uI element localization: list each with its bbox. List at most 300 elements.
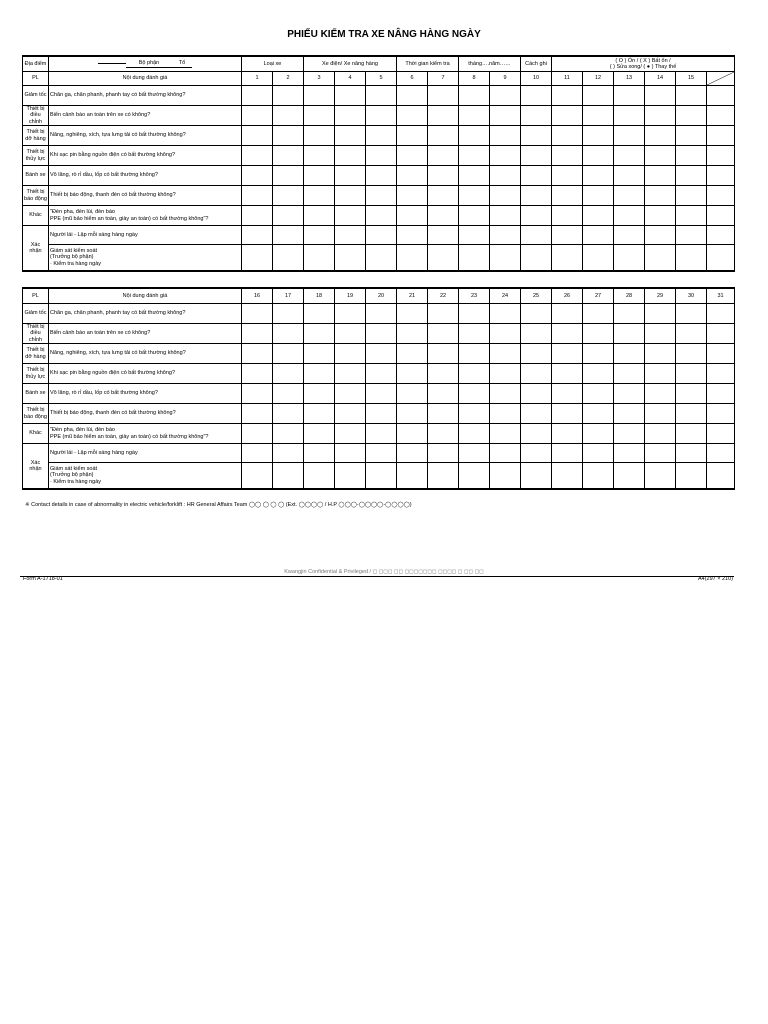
check-cell[interactable] xyxy=(428,226,459,245)
check-cell[interactable] xyxy=(583,166,614,186)
check-cell[interactable] xyxy=(614,463,645,490)
check-cell[interactable] xyxy=(335,186,366,206)
check-cell[interactable] xyxy=(552,126,583,146)
check-cell[interactable] xyxy=(242,344,273,364)
check-cell[interactable] xyxy=(366,106,397,126)
check-cell[interactable] xyxy=(583,226,614,245)
department-field[interactable] xyxy=(49,56,242,72)
check-cell[interactable] xyxy=(366,146,397,166)
check-cell[interactable] xyxy=(366,384,397,404)
check-cell[interactable] xyxy=(490,86,521,106)
check-cell[interactable] xyxy=(273,186,304,206)
check-cell[interactable] xyxy=(304,364,335,384)
check-cell[interactable] xyxy=(707,226,735,245)
check-cell[interactable] xyxy=(335,166,366,186)
check-cell[interactable] xyxy=(242,166,273,186)
check-cell[interactable] xyxy=(645,226,676,245)
check-cell[interactable] xyxy=(707,206,735,226)
check-cell[interactable] xyxy=(583,404,614,424)
check-cell[interactable] xyxy=(521,126,552,146)
check-cell[interactable] xyxy=(583,424,614,444)
check-cell[interactable] xyxy=(335,384,366,404)
check-cell[interactable] xyxy=(645,146,676,166)
check-cell[interactable] xyxy=(459,324,490,344)
check-cell[interactable] xyxy=(614,86,645,106)
check-cell[interactable] xyxy=(366,245,397,272)
check-cell[interactable] xyxy=(707,324,735,344)
check-cell[interactable] xyxy=(459,126,490,146)
check-cell[interactable] xyxy=(552,324,583,344)
check-cell[interactable] xyxy=(366,324,397,344)
check-cell[interactable] xyxy=(552,424,583,444)
check-cell[interactable] xyxy=(645,324,676,344)
check-cell[interactable] xyxy=(707,344,735,364)
check-cell[interactable] xyxy=(304,106,335,126)
check-cell[interactable] xyxy=(676,126,707,146)
check-cell[interactable] xyxy=(707,384,735,404)
check-cell[interactable] xyxy=(273,384,304,404)
check-cell[interactable] xyxy=(707,186,735,206)
check-cell[interactable] xyxy=(707,86,735,106)
check-cell[interactable] xyxy=(397,206,428,226)
check-cell[interactable] xyxy=(304,126,335,146)
check-cell[interactable] xyxy=(335,463,366,490)
check-cell[interactable] xyxy=(304,245,335,272)
check-cell[interactable] xyxy=(273,324,304,344)
check-cell[interactable] xyxy=(242,384,273,404)
check-cell[interactable] xyxy=(273,344,304,364)
check-cell[interactable] xyxy=(583,186,614,206)
check-cell[interactable] xyxy=(459,206,490,226)
check-cell[interactable] xyxy=(490,404,521,424)
check-cell[interactable] xyxy=(676,146,707,166)
check-cell[interactable] xyxy=(707,444,735,463)
check-cell[interactable] xyxy=(242,226,273,245)
check-cell[interactable] xyxy=(304,404,335,424)
check-cell[interactable] xyxy=(614,186,645,206)
check-cell[interactable] xyxy=(707,106,735,126)
check-cell[interactable] xyxy=(583,324,614,344)
table-row xyxy=(23,364,735,384)
check-cell[interactable] xyxy=(335,206,366,226)
check-cell[interactable] xyxy=(645,245,676,272)
check-cell[interactable] xyxy=(335,245,366,272)
check-cell[interactable] xyxy=(304,384,335,404)
check-cell[interactable] xyxy=(490,364,521,384)
check-cell[interactable] xyxy=(614,226,645,245)
check-cell[interactable] xyxy=(304,424,335,444)
check-cell[interactable] xyxy=(583,146,614,166)
check-cell[interactable] xyxy=(676,344,707,364)
check-cell[interactable] xyxy=(614,364,645,384)
check-cell[interactable] xyxy=(676,364,707,384)
check-cell[interactable] xyxy=(707,404,735,424)
check-cell[interactable] xyxy=(273,364,304,384)
check-cell[interactable] xyxy=(521,186,552,206)
check-cell[interactable] xyxy=(242,364,273,384)
check-cell[interactable] xyxy=(552,186,583,206)
check-cell[interactable] xyxy=(242,206,273,226)
check-cell[interactable] xyxy=(676,324,707,344)
check-cell[interactable] xyxy=(397,424,428,444)
check-cell[interactable] xyxy=(707,304,735,324)
check-cell[interactable] xyxy=(304,344,335,364)
check-cell[interactable] xyxy=(583,106,614,126)
check-cell[interactable] xyxy=(397,344,428,364)
check-cell[interactable] xyxy=(676,444,707,463)
check-cell[interactable] xyxy=(521,86,552,106)
check-cell[interactable] xyxy=(676,166,707,186)
check-cell[interactable] xyxy=(428,384,459,404)
check-cell[interactable] xyxy=(676,304,707,324)
check-cell[interactable] xyxy=(335,226,366,245)
check-cell[interactable] xyxy=(552,206,583,226)
check-cell[interactable] xyxy=(397,186,428,206)
check-cell[interactable] xyxy=(676,186,707,206)
diagonal-blank-cell xyxy=(707,72,735,86)
check-cell[interactable] xyxy=(614,146,645,166)
check-cell[interactable] xyxy=(428,444,459,463)
check-cell[interactable] xyxy=(366,86,397,106)
check-cell[interactable] xyxy=(614,444,645,463)
check-cell[interactable] xyxy=(242,444,273,463)
check-cell[interactable] xyxy=(304,206,335,226)
check-cell[interactable] xyxy=(490,324,521,344)
check-cell[interactable] xyxy=(552,304,583,324)
check-cell[interactable] xyxy=(273,404,304,424)
check-cell[interactable] xyxy=(614,245,645,272)
check-cell[interactable] xyxy=(335,86,366,106)
check-cell[interactable] xyxy=(366,304,397,324)
check-cell[interactable] xyxy=(614,324,645,344)
check-cell[interactable] xyxy=(273,424,304,444)
table-row xyxy=(23,304,735,324)
check-cell[interactable] xyxy=(304,146,335,166)
check-cell[interactable] xyxy=(583,304,614,324)
check-cell[interactable] xyxy=(242,126,273,146)
check-cell[interactable] xyxy=(583,344,614,364)
check-cell[interactable] xyxy=(676,106,707,126)
check-cell[interactable] xyxy=(614,166,645,186)
check-cell[interactable] xyxy=(304,186,335,206)
check-cell[interactable] xyxy=(552,146,583,166)
check-cell[interactable] xyxy=(459,463,490,490)
check-cell[interactable] xyxy=(490,226,521,245)
date-field[interactable]: tháng….năm…… xyxy=(459,56,521,72)
check-cell[interactable] xyxy=(552,384,583,404)
check-cell[interactable] xyxy=(552,226,583,245)
check-cell[interactable] xyxy=(366,186,397,206)
check-cell[interactable] xyxy=(366,424,397,444)
check-cell[interactable] xyxy=(397,384,428,404)
check-cell[interactable] xyxy=(397,324,428,344)
check-cell[interactable] xyxy=(459,106,490,126)
check-cell[interactable] xyxy=(521,424,552,444)
check-cell[interactable] xyxy=(335,344,366,364)
check-cell[interactable] xyxy=(459,384,490,404)
check-cell[interactable] xyxy=(521,364,552,384)
check-cell[interactable] xyxy=(614,206,645,226)
check-cell[interactable] xyxy=(490,424,521,444)
check-cell[interactable] xyxy=(490,126,521,146)
check-cell[interactable] xyxy=(676,404,707,424)
check-cell[interactable] xyxy=(242,304,273,324)
check-cell[interactable] xyxy=(645,186,676,206)
check-cell[interactable] xyxy=(521,206,552,226)
check-cell[interactable] xyxy=(335,444,366,463)
check-cell[interactable] xyxy=(397,166,428,186)
check-cell[interactable] xyxy=(645,463,676,490)
check-cell[interactable] xyxy=(676,463,707,490)
check-cell[interactable] xyxy=(552,364,583,384)
check-cell[interactable] xyxy=(645,444,676,463)
check-cell[interactable] xyxy=(521,146,552,166)
check-cell[interactable] xyxy=(676,245,707,272)
check-cell[interactable] xyxy=(521,444,552,463)
check-cell[interactable] xyxy=(645,106,676,126)
check-cell[interactable] xyxy=(645,344,676,364)
check-cell[interactable] xyxy=(490,106,521,126)
check-cell[interactable] xyxy=(428,186,459,206)
check-cell[interactable] xyxy=(428,463,459,490)
check-cell[interactable] xyxy=(552,86,583,106)
check-cell[interactable] xyxy=(645,404,676,424)
check-cell[interactable] xyxy=(459,186,490,206)
check-cell[interactable] xyxy=(304,226,335,245)
check-cell[interactable] xyxy=(707,126,735,146)
check-cell[interactable] xyxy=(366,226,397,245)
check-cell[interactable] xyxy=(521,245,552,272)
check-cell[interactable] xyxy=(304,86,335,106)
check-cell[interactable] xyxy=(490,384,521,404)
check-cell[interactable] xyxy=(366,126,397,146)
check-cell[interactable] xyxy=(583,463,614,490)
check-cell[interactable] xyxy=(242,86,273,106)
check-cell[interactable] xyxy=(428,126,459,146)
check-cell[interactable] xyxy=(366,444,397,463)
check-cell[interactable] xyxy=(273,126,304,146)
check-cell[interactable] xyxy=(242,324,273,344)
check-cell[interactable] xyxy=(676,424,707,444)
check-cell[interactable] xyxy=(459,424,490,444)
check-cell[interactable] xyxy=(304,166,335,186)
check-cell[interactable] xyxy=(645,364,676,384)
check-cell[interactable] xyxy=(552,166,583,186)
check-cell[interactable] xyxy=(707,146,735,166)
check-cell[interactable] xyxy=(428,344,459,364)
check-cell[interactable] xyxy=(335,364,366,384)
check-cell[interactable] xyxy=(614,304,645,324)
check-cell[interactable] xyxy=(521,324,552,344)
check-cell[interactable] xyxy=(366,404,397,424)
check-cell[interactable] xyxy=(335,324,366,344)
check-cell[interactable] xyxy=(273,245,304,272)
check-cell[interactable] xyxy=(707,245,735,272)
check-cell[interactable] xyxy=(428,106,459,126)
check-cell[interactable] xyxy=(304,463,335,490)
check-cell[interactable] xyxy=(397,444,428,463)
check-cell[interactable] xyxy=(583,86,614,106)
check-cell[interactable] xyxy=(273,146,304,166)
check-cell[interactable] xyxy=(583,444,614,463)
check-cell[interactable] xyxy=(428,206,459,226)
check-cell[interactable] xyxy=(645,166,676,186)
check-cell[interactable] xyxy=(459,304,490,324)
check-cell[interactable] xyxy=(583,126,614,146)
check-cell[interactable] xyxy=(397,245,428,272)
check-cell[interactable] xyxy=(583,245,614,272)
check-cell[interactable] xyxy=(273,206,304,226)
check-cell[interactable] xyxy=(645,126,676,146)
check-cell[interactable] xyxy=(304,444,335,463)
check-cell[interactable] xyxy=(428,304,459,324)
check-cell[interactable] xyxy=(273,463,304,490)
check-cell[interactable] xyxy=(335,404,366,424)
check-cell[interactable] xyxy=(428,324,459,344)
col-pl: PL xyxy=(23,72,49,86)
check-cell[interactable] xyxy=(304,304,335,324)
check-cell[interactable] xyxy=(490,304,521,324)
check-cell[interactable] xyxy=(428,364,459,384)
check-cell[interactable] xyxy=(273,444,304,463)
check-cell[interactable] xyxy=(521,344,552,364)
check-cell[interactable] xyxy=(552,404,583,424)
check-cell[interactable] xyxy=(707,364,735,384)
check-cell[interactable] xyxy=(490,186,521,206)
check-cell[interactable] xyxy=(428,404,459,424)
check-cell[interactable] xyxy=(645,304,676,324)
check-cell[interactable] xyxy=(273,86,304,106)
check-cell[interactable] xyxy=(614,424,645,444)
check-cell[interactable] xyxy=(335,146,366,166)
check-cell[interactable] xyxy=(242,146,273,166)
check-cell[interactable] xyxy=(676,86,707,106)
check-cell[interactable] xyxy=(428,245,459,272)
check-cell[interactable] xyxy=(304,324,335,344)
check-cell[interactable] xyxy=(242,463,273,490)
check-cell[interactable] xyxy=(676,384,707,404)
table-row xyxy=(23,166,735,186)
check-cell[interactable] xyxy=(366,344,397,364)
check-cell[interactable] xyxy=(397,226,428,245)
check-cell[interactable] xyxy=(459,444,490,463)
check-cell[interactable] xyxy=(490,344,521,364)
check-cell[interactable] xyxy=(459,404,490,424)
check-cell[interactable] xyxy=(521,304,552,324)
check-cell[interactable] xyxy=(242,106,273,126)
check-cell[interactable] xyxy=(242,404,273,424)
check-cell[interactable] xyxy=(614,384,645,404)
check-cell[interactable] xyxy=(490,146,521,166)
check-cell[interactable] xyxy=(397,304,428,324)
check-cell[interactable] xyxy=(614,126,645,146)
inspection-item-line: PPE (mũ bảo hiểm an toàn, giày an toàn) có bất thường không"? xyxy=(50,215,209,222)
check-cell[interactable] xyxy=(521,226,552,245)
check-cell[interactable] xyxy=(614,344,645,364)
check-cell[interactable] xyxy=(397,146,428,166)
check-cell[interactable] xyxy=(552,463,583,490)
check-cell[interactable] xyxy=(397,106,428,126)
check-cell[interactable] xyxy=(521,404,552,424)
check-cell[interactable] xyxy=(707,424,735,444)
check-cell[interactable] xyxy=(397,86,428,106)
check-cell[interactable] xyxy=(645,206,676,226)
check-cell[interactable] xyxy=(335,126,366,146)
check-cell[interactable] xyxy=(521,384,552,404)
check-cell[interactable] xyxy=(459,245,490,272)
check-cell[interactable] xyxy=(397,126,428,146)
check-cell[interactable] xyxy=(459,166,490,186)
check-cell[interactable] xyxy=(397,404,428,424)
check-cell[interactable] xyxy=(273,304,304,324)
check-cell[interactable] xyxy=(521,106,552,126)
check-cell[interactable] xyxy=(242,245,273,272)
check-cell[interactable] xyxy=(521,463,552,490)
check-cell[interactable] xyxy=(428,166,459,186)
check-cell[interactable] xyxy=(428,86,459,106)
supervisor-sign-label xyxy=(49,245,242,272)
check-cell[interactable] xyxy=(366,364,397,384)
check-cell[interactable] xyxy=(273,166,304,186)
check-cell[interactable] xyxy=(366,463,397,490)
check-cell[interactable] xyxy=(459,86,490,106)
check-cell[interactable] xyxy=(552,245,583,272)
check-cell[interactable] xyxy=(335,106,366,126)
check-cell[interactable] xyxy=(490,444,521,463)
check-cell[interactable] xyxy=(490,245,521,272)
check-cell[interactable] xyxy=(428,146,459,166)
check-cell[interactable] xyxy=(676,206,707,226)
day-header: 10 xyxy=(521,72,552,86)
check-cell[interactable] xyxy=(521,166,552,186)
check-cell[interactable] xyxy=(583,364,614,384)
check-cell[interactable] xyxy=(552,344,583,364)
check-cell[interactable] xyxy=(645,384,676,404)
check-cell[interactable] xyxy=(459,364,490,384)
check-cell[interactable] xyxy=(490,166,521,186)
check-cell[interactable] xyxy=(583,206,614,226)
check-cell[interactable] xyxy=(707,166,735,186)
check-cell[interactable] xyxy=(614,404,645,424)
check-cell[interactable] xyxy=(335,424,366,444)
supervisor-line: (Trưởng bộ phận) xyxy=(50,472,94,479)
check-cell[interactable] xyxy=(366,206,397,226)
check-cell[interactable] xyxy=(490,206,521,226)
check-cell[interactable] xyxy=(459,344,490,364)
check-cell[interactable] xyxy=(397,463,428,490)
check-cell[interactable] xyxy=(645,86,676,106)
check-cell[interactable] xyxy=(645,424,676,444)
check-cell[interactable] xyxy=(273,106,304,126)
check-cell[interactable] xyxy=(614,106,645,126)
check-cell[interactable] xyxy=(397,364,428,384)
check-cell[interactable] xyxy=(707,463,735,490)
check-cell[interactable] xyxy=(428,424,459,444)
check-cell[interactable] xyxy=(273,226,304,245)
check-cell[interactable] xyxy=(459,146,490,166)
day-header: 17 xyxy=(273,288,304,304)
check-cell[interactable] xyxy=(552,106,583,126)
check-cell[interactable] xyxy=(583,384,614,404)
check-cell[interactable] xyxy=(459,226,490,245)
check-cell[interactable] xyxy=(490,463,521,490)
check-cell[interactable] xyxy=(366,166,397,186)
check-cell[interactable] xyxy=(676,226,707,245)
check-cell[interactable] xyxy=(335,304,366,324)
check-cell[interactable] xyxy=(552,444,583,463)
check-cell[interactable] xyxy=(242,186,273,206)
check-cell[interactable] xyxy=(242,424,273,444)
